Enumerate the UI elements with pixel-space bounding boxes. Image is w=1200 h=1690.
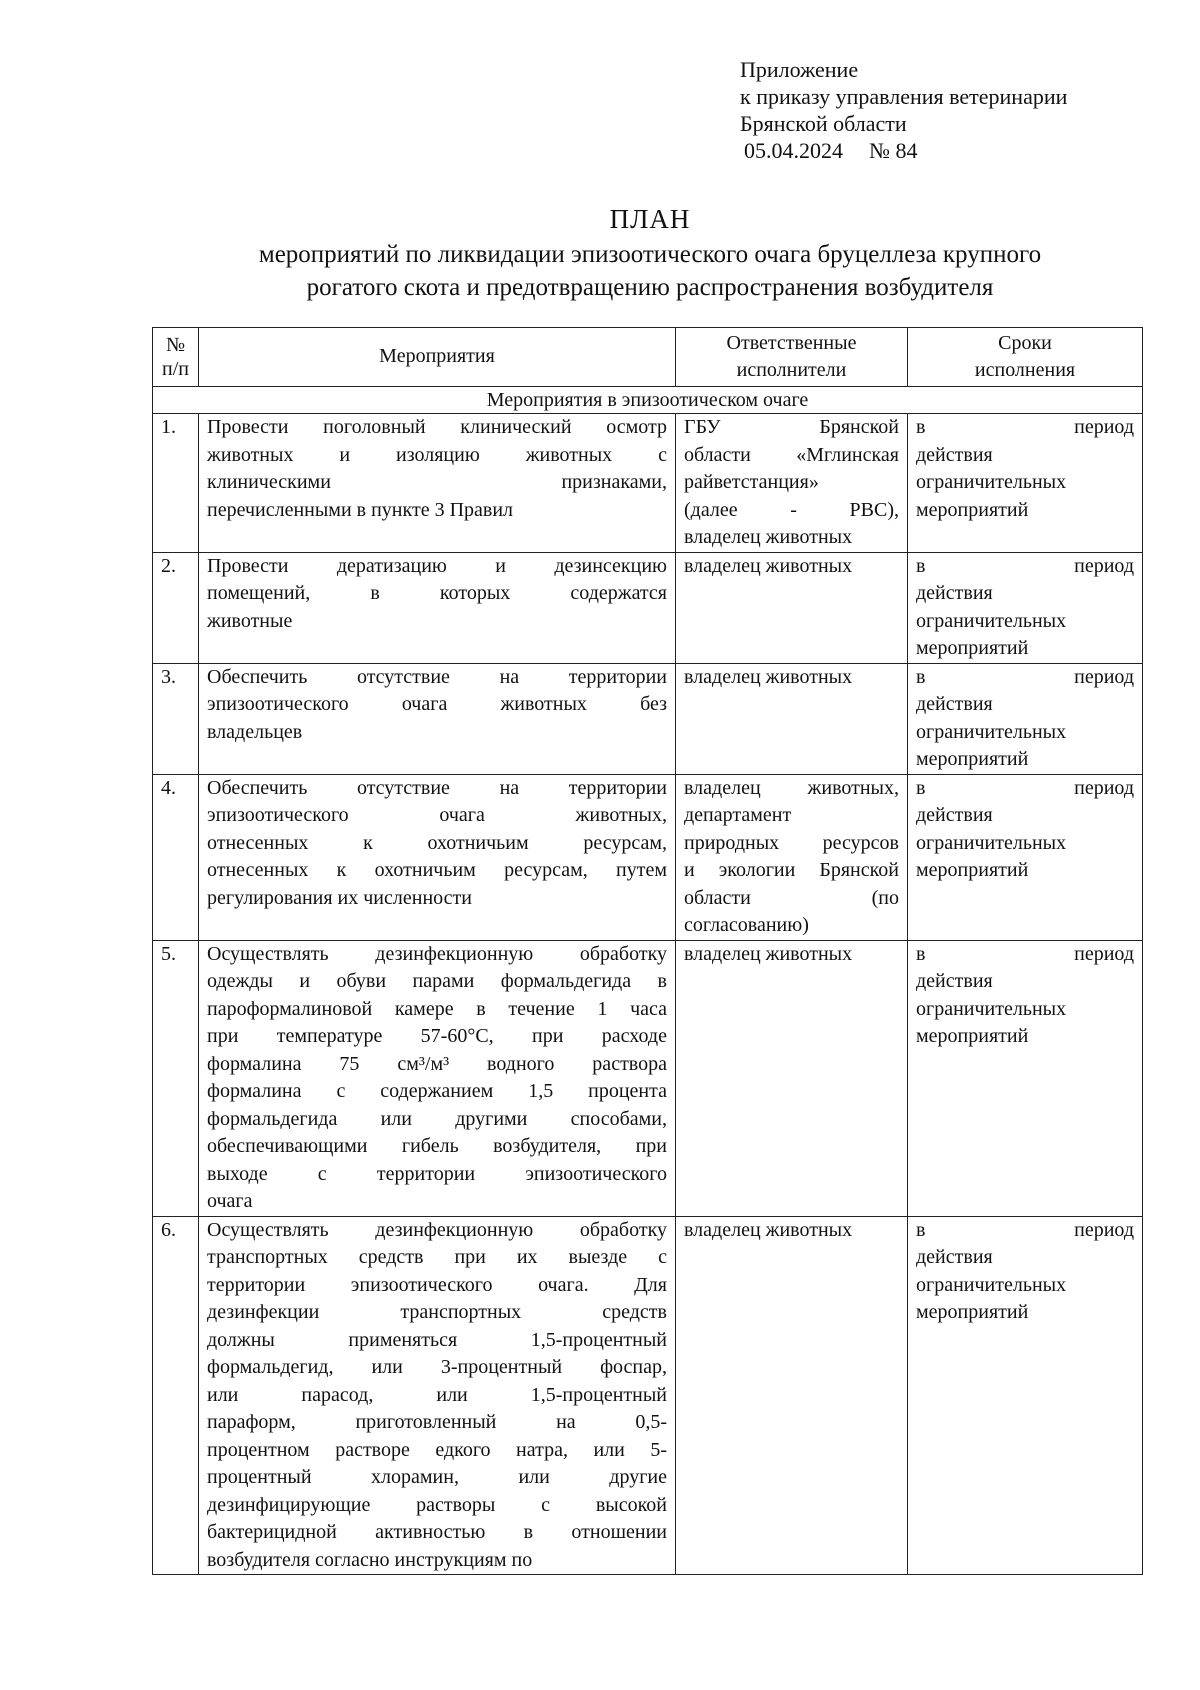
term-cell-line: мероприятий (916, 498, 1029, 521)
measure-cell-line: эпизоотического очага животных без (207, 693, 667, 715)
term-cell-line: в период (916, 665, 1134, 688)
responsible-cell-line: природных ресурсов (684, 831, 899, 854)
responsible-cell (676, 552, 908, 663)
header-terms-line-1: Сроки (998, 331, 1052, 354)
table-row (153, 1216, 1143, 1575)
term-cell-line: мероприятий (916, 859, 1029, 881)
annex-date-line (744, 137, 1160, 164)
plan-table (152, 327, 1143, 1575)
measure-cell (199, 1216, 676, 1575)
term-cell-line: мероприятий (916, 1025, 1029, 1047)
measure-cell-line: процентный хлорамин, или другие (207, 1466, 667, 1488)
measure-cell-line: бактерицидной активностью в отношении (207, 1521, 667, 1543)
header-terms-line-2: исполнения (974, 359, 1076, 381)
row-number: 4. (153, 774, 199, 940)
measure-cell-line: Обеспечить отсутствие на территории (207, 776, 667, 799)
responsible-cell-line: владелец животных (684, 1218, 853, 1241)
term-cell-line: действия (916, 693, 993, 715)
responsible-cell-line: и экологии Брянской (684, 859, 899, 881)
responsible-cell-line: области «Мглинская (684, 443, 899, 466)
term-cell (908, 552, 1143, 663)
responsible-cell (676, 774, 908, 940)
measure-cell-line: или парасод, или 1,5-процентный (207, 1383, 667, 1406)
header-responsible-line-1: Ответственные (726, 331, 857, 354)
measure-cell-line: формальдегида или другими способами, (207, 1107, 667, 1130)
term-cell (908, 940, 1143, 1216)
term-cell-line: мероприятий (916, 637, 1029, 659)
term-cell-line: действия (916, 582, 993, 604)
table-row (153, 774, 1143, 940)
measure-cell-line: перечисленными в пункте 3 Правил (207, 498, 514, 521)
measure-cell-line: пароформалиновой камере в течение 1 часа (207, 997, 667, 1020)
header-responsible-line-2: исполнители (736, 359, 847, 381)
measure-cell-line: владельцев (207, 720, 303, 743)
term-cell-line: действия (916, 1246, 993, 1268)
measure-cell-line: процентном растворе едкого натра, или 5- (207, 1438, 667, 1461)
measure-cell-line: эпизоотического очага животных, (207, 804, 667, 826)
measure-cell-line: Осуществлять дезинфекционную обработку (207, 1218, 667, 1241)
measure-cell-line: формалина 75 см³/м³ водного раствора (207, 1052, 667, 1075)
responsible-cell-line: (далее - РВС), (684, 498, 899, 521)
header-measures: Мероприятия (199, 328, 676, 387)
measure-cell-line: формальдегид, или 3-процентный фоспар, (207, 1356, 667, 1378)
measure-cell-line: территории эпизоотического очага. Для (207, 1273, 667, 1296)
responsible-cell-line: райветстанция» (684, 471, 819, 493)
term-cell (908, 663, 1143, 774)
header-num-line-1: № (165, 334, 186, 356)
table-row (153, 414, 1143, 553)
annex-line-1: Приложение (740, 57, 859, 82)
table-header-row (153, 328, 1143, 387)
measure-cell-line: регулирования их численности (207, 886, 472, 909)
measure-cell-line: Провести поголовный клинический осмотр (207, 416, 667, 438)
term-cell-line: действия (916, 804, 993, 826)
measure-cell-line: параформ, приготовленный на 0,5- (207, 1411, 667, 1433)
measure-cell (199, 774, 676, 940)
term-cell-line: ограничительных (916, 1273, 1067, 1296)
term-cell-line: в период (916, 1218, 1134, 1241)
annex-block (740, 56, 1160, 164)
responsible-cell (676, 663, 908, 774)
measure-cell (199, 940, 676, 1216)
annex-line-2: к приказу управления ветеринарии (740, 84, 1068, 109)
table-row (153, 552, 1143, 663)
responsible-cell-line: департамент (684, 804, 792, 826)
row-number: 3. (153, 663, 199, 774)
measure-cell-line: клиническими признаками, (207, 471, 667, 493)
section-row (153, 387, 1143, 414)
term-cell-line: действия (916, 443, 993, 466)
responsible-cell (676, 414, 908, 553)
term-cell-line: ограничительных (916, 720, 1067, 743)
responsible-cell-line: ГБУ Брянской (684, 416, 899, 438)
term-cell-line: ограничительных (916, 609, 1067, 632)
term-cell-line: в период (916, 554, 1134, 577)
table-body (153, 387, 1143, 1575)
measure-cell-line: Провести дератизацию и дезинсекцию (207, 554, 667, 577)
measure-cell-line: транспортных средств при их выезде с (207, 1246, 667, 1268)
term-cell-line: ограничительных (916, 471, 1067, 493)
measure-cell-line: животных и изоляцию животных с (207, 443, 667, 466)
row-number: 2. (153, 552, 199, 663)
responsible-cell-line: владелец животных (684, 665, 853, 688)
document-subtitle (150, 238, 1150, 304)
subtitle-line-1: мероприятий по ликвидации эпизоотического очага бруцеллеза крупного (258, 241, 1042, 268)
responsible-cell-line: владелец животных (684, 942, 853, 965)
row-number: 6. (153, 1216, 199, 1575)
document-title: ПЛАН (609, 204, 691, 234)
term-cell (908, 1216, 1143, 1575)
subtitle-line-2: рогатого скота и предотвращению распространения возбудителя (306, 274, 994, 301)
measure-cell-line: Обеспечить отсутствие на территории (207, 665, 667, 688)
section-title: Мероприятия в эпизоотическом очаге (153, 387, 1143, 414)
annex-line-3: Брянской области (740, 111, 907, 136)
measure-cell-line: животные (207, 609, 293, 632)
annex-date: 05.04.2024 (744, 138, 843, 163)
row-number: 1. (153, 414, 199, 553)
term-cell (908, 414, 1143, 553)
measure-cell-line: формалина с содержанием 1,5 процента (207, 1080, 667, 1102)
measure-cell-line: должны применяться 1,5-процентный (207, 1328, 667, 1351)
header-num-line-2: п/п (162, 358, 189, 380)
term-cell-line: ограничительных (916, 831, 1067, 854)
responsible-cell-line: владелец животных (684, 554, 853, 577)
term-cell (908, 774, 1143, 940)
term-cell-line: в период (916, 416, 1134, 438)
responsible-cell-line: владелец животных (684, 526, 853, 548)
header-terms (908, 328, 1143, 387)
measure-cell-line: обеспечивающими гибель возбудителя, при (207, 1135, 667, 1157)
term-cell-line: в период (916, 776, 1134, 799)
term-cell-line: в период (916, 942, 1134, 965)
measure-cell (199, 663, 676, 774)
measure-cell-line: при температуре 57-60°С, при расходе (207, 1025, 667, 1047)
measure-cell-line: очага (207, 1190, 253, 1212)
measure-cell-line: одежды и обуви парами формальдегида в (207, 970, 667, 992)
term-cell-line: действия (916, 970, 993, 992)
annex-number: № 84 (869, 138, 918, 163)
header-responsible (676, 328, 908, 387)
measure-cell-line: Осуществлять дезинфекционную обработку (207, 942, 667, 965)
responsible-cell (676, 940, 908, 1216)
measure-cell-line: дезинфицирующие растворы с высокой (207, 1493, 667, 1516)
measure-cell (199, 414, 676, 553)
term-cell-line: ограничительных (916, 997, 1067, 1020)
measure-cell-line: отнесенных к охотничьим ресурсам, путем (207, 859, 667, 881)
measure-cell-line: помещений, в которых содержатся (207, 582, 667, 604)
responsible-cell (676, 1216, 908, 1575)
term-cell-line: мероприятий (916, 1301, 1029, 1323)
measure-cell-line: выходе с территории эпизоотического (207, 1162, 667, 1185)
responsible-cell-line: согласованию) (684, 914, 809, 936)
measure-cell-line: дезинфекции транспортных средств (207, 1301, 667, 1323)
measure-cell-line: отнесенных к охотничьим ресурсам, (207, 831, 667, 854)
table-row (153, 940, 1143, 1216)
header-num (153, 328, 199, 387)
table-row (153, 663, 1143, 774)
measure-cell-line: возбудителя согласно инструкциям по (207, 1548, 533, 1571)
row-number: 5. (153, 940, 199, 1216)
term-cell-line: мероприятий (916, 748, 1029, 770)
responsible-cell-line: области (по (684, 886, 899, 909)
responsible-cell-line: владелец животных, (684, 776, 899, 799)
measure-cell (199, 552, 676, 663)
